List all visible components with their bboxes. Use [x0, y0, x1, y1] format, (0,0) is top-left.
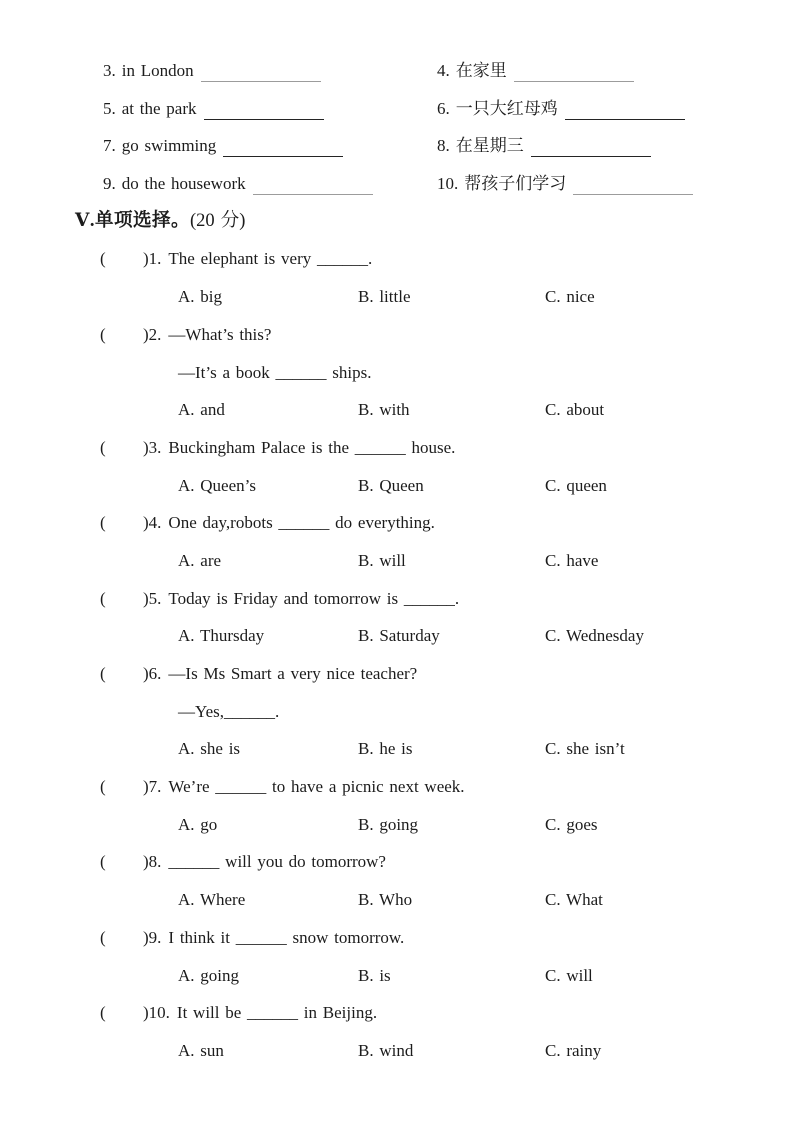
question-stem — [100, 240, 793, 278]
translation-item-4 — [437, 52, 793, 90]
options-row — [178, 617, 793, 655]
question-number: )9. — [143, 927, 162, 947]
item-text: do the housework — [121, 174, 246, 194]
question-10 — [0, 994, 793, 1069]
answer-bracket: ( — [100, 513, 106, 533]
question-6 — [0, 655, 793, 768]
options-row — [178, 278, 793, 316]
item-number: 5. — [103, 98, 116, 118]
option-b: B. Saturday — [358, 626, 440, 646]
question-8 — [0, 843, 793, 918]
answer-bracket: ( — [100, 249, 106, 269]
question-stem — [100, 919, 793, 957]
option-b: B. wind — [358, 1040, 414, 1060]
question-text: One day,robots ______ do everything. — [168, 513, 435, 533]
item-text: in London — [121, 61, 194, 80]
item-number: 10. — [437, 174, 459, 194]
option-c: C. will — [545, 965, 593, 985]
question-text: —What’s this? — [168, 324, 272, 344]
section-header — [75, 203, 793, 241]
option-c: C. queen — [545, 475, 607, 495]
option-a: A. Queen’s — [178, 475, 256, 495]
translation-item-10 — [437, 165, 793, 203]
option-a: A. she is — [178, 739, 241, 759]
translation-row — [103, 52, 793, 90]
question-3 — [0, 429, 793, 504]
item-text: go swimming — [121, 136, 217, 156]
mcq-section — [0, 240, 793, 1069]
answer-bracket: ( — [100, 324, 106, 344]
answer-bracket: ( — [100, 588, 106, 608]
section-numeral: Ⅴ. — [75, 210, 95, 231]
options-row — [178, 467, 793, 505]
answer-bracket: ( — [100, 927, 106, 947]
answer-bracket: ( — [100, 437, 106, 457]
option-a: A. and — [178, 400, 225, 420]
question-text: —Is Ms Smart a very nice teacher? — [168, 664, 418, 683]
question-text: We’re ______ to have a picnic next week. — [168, 777, 465, 797]
option-c: C. about — [545, 400, 605, 420]
question-text: It will be ______ in Beijing. — [176, 1003, 378, 1023]
translation-item-7 — [103, 127, 437, 165]
answer-bracket: ( — [100, 1003, 106, 1023]
options-row — [178, 542, 793, 580]
answer-blank — [531, 144, 651, 157]
item-number: 6. — [437, 98, 450, 118]
answer-blank — [514, 69, 634, 82]
item-text: 一只大红母鸡 — [455, 98, 558, 118]
option-c: C. What — [545, 890, 603, 910]
option-a: A. Thursday — [178, 626, 265, 646]
question-text-line2: —It’s a book ______ ships. — [178, 362, 372, 382]
question-number: )7. — [143, 777, 162, 797]
question-number: )3. — [143, 437, 162, 457]
option-a: A. are — [178, 550, 222, 570]
option-b: B. with — [358, 400, 410, 420]
option-a: A. Where — [178, 890, 246, 910]
answer-bracket: ( — [100, 664, 106, 683]
question-stem — [100, 429, 793, 467]
question-text: I think it ______ snow tomorrow. — [168, 927, 405, 947]
option-b: B. going — [358, 814, 419, 834]
question-5 — [0, 580, 793, 655]
question-7 — [0, 768, 793, 843]
question-number: )6. — [143, 664, 162, 683]
question-number: )5. — [143, 588, 162, 608]
section-title: 单项选择。 — [94, 210, 190, 231]
option-b: B. will — [358, 550, 406, 570]
translation-item-5 — [103, 90, 437, 128]
options-row — [178, 806, 793, 844]
item-text: 在星期三 — [455, 136, 524, 156]
question-stem — [100, 994, 793, 1032]
item-number: 4. — [437, 61, 450, 80]
item-text: at the park — [121, 98, 197, 118]
option-a: A. big — [178, 287, 222, 307]
option-a: A. going — [178, 965, 239, 985]
translation-row — [103, 90, 793, 128]
question-stem — [100, 580, 793, 618]
section-score: (20 分) — [190, 210, 246, 231]
option-b: B. he is — [358, 739, 413, 759]
option-b: B. is — [358, 965, 391, 985]
question-number: )10. — [143, 1003, 170, 1023]
answer-blank — [253, 182, 373, 195]
question-text: Today is Friday and tomorrow is ______. — [168, 588, 460, 608]
answer-blank — [223, 144, 343, 157]
answer-bracket: ( — [100, 852, 106, 872]
item-number: 3. — [103, 61, 116, 80]
options-row — [178, 957, 793, 995]
question-stem — [100, 504, 793, 542]
translation-row — [103, 165, 793, 203]
translation-item-9 — [103, 165, 437, 203]
question-number: )8. — [143, 852, 162, 872]
option-c: C. have — [545, 550, 599, 570]
translation-item-8 — [437, 127, 793, 165]
answer-bracket: ( — [100, 777, 106, 797]
question-text: The elephant is very ______. — [168, 249, 373, 269]
option-a: A. sun — [178, 1040, 224, 1060]
question-9 — [0, 919, 793, 994]
question-stem — [100, 768, 793, 806]
answer-blank — [201, 69, 321, 82]
answer-blank — [565, 107, 685, 120]
options-row — [178, 1032, 793, 1070]
question-stem — [100, 316, 793, 354]
question-number: )4. — [143, 513, 162, 533]
option-b: B. Queen — [358, 475, 424, 495]
item-number: 7. — [103, 136, 116, 156]
translation-row — [103, 127, 793, 165]
option-b: B. Who — [358, 890, 413, 910]
item-number: 9. — [103, 174, 116, 194]
option-a: A. go — [178, 814, 218, 834]
options-row — [178, 391, 793, 429]
question-number: )1. — [143, 249, 162, 269]
question-stem — [100, 843, 793, 881]
option-b: B. little — [358, 287, 411, 307]
question-4 — [0, 504, 793, 579]
question-stem — [100, 655, 793, 693]
question-number: )2. — [143, 324, 162, 344]
question-text: Buckingham Palace is the ______ house. — [168, 437, 456, 457]
question-text-line2: —Yes,______. — [178, 701, 280, 721]
translation-item-6 — [437, 90, 793, 128]
answer-blank — [204, 107, 324, 120]
item-text: 帮孩子们学习 — [464, 174, 567, 194]
option-c: C. nice — [545, 287, 595, 307]
question-2 — [0, 316, 793, 429]
option-c: C. rainy — [545, 1040, 602, 1060]
question-text: ______ will you do tomorrow? — [168, 852, 386, 872]
options-row — [178, 730, 793, 768]
item-number: 8. — [437, 136, 450, 156]
question-1 — [0, 240, 793, 315]
item-text: 在家里 — [455, 61, 507, 80]
options-row — [178, 881, 793, 919]
option-c: C. Wednesday — [545, 626, 644, 646]
answer-blank — [573, 182, 693, 195]
option-c: C. goes — [545, 814, 598, 834]
translation-section — [0, 52, 793, 203]
translation-item-3 — [103, 52, 437, 90]
option-c: C. she isn’t — [545, 739, 625, 759]
